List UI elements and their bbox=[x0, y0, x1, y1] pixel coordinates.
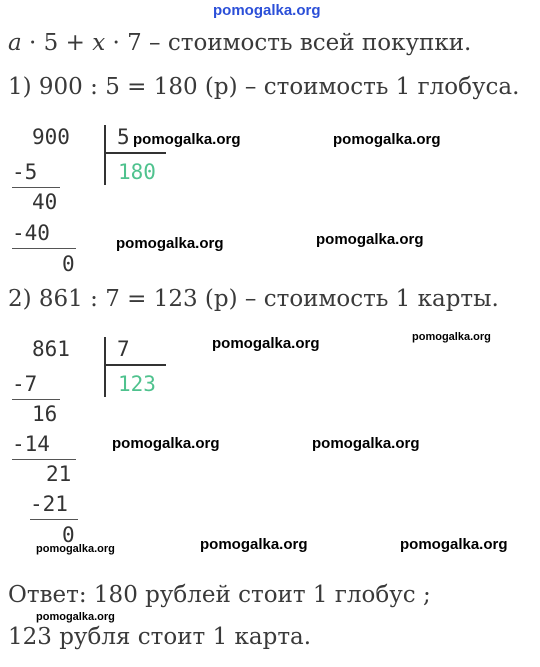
subtraction-line bbox=[12, 459, 76, 460]
subtrahend: -21 bbox=[30, 492, 68, 516]
watermark: pomogalka.org bbox=[36, 611, 115, 623]
watermark: pomogalka.org bbox=[316, 231, 424, 248]
remainder: 16 bbox=[32, 402, 58, 426]
watermark: pomogalka.org bbox=[112, 435, 220, 452]
subtraction-line bbox=[12, 187, 60, 188]
remainder: 21 bbox=[46, 462, 72, 486]
division-bar bbox=[104, 337, 106, 397]
division-bar bbox=[104, 125, 106, 185]
watermark: pomogalka.org bbox=[412, 331, 491, 343]
watermark: pomogalka.org bbox=[312, 435, 420, 452]
dividend: 900 bbox=[32, 125, 70, 149]
variable-a: a bbox=[8, 30, 22, 56]
variable-x: x bbox=[92, 30, 106, 56]
step1-line: 1) 900 : 5 = 180 (р) – стоимость 1 глобуса. bbox=[8, 74, 520, 100]
subtraction-line bbox=[30, 519, 78, 520]
watermark: pomogalka.org bbox=[116, 235, 224, 252]
quotient: 180 bbox=[118, 160, 156, 184]
remainder: 40 bbox=[32, 190, 58, 214]
answer-line-2: 123 рубля стоит 1 карта. bbox=[8, 624, 312, 650]
subtrahend: -40 bbox=[12, 221, 50, 245]
subtrahend: -7 bbox=[12, 372, 38, 396]
divisor-underline bbox=[106, 364, 166, 366]
watermark-top: pomogalka.org bbox=[213, 2, 321, 19]
answer-line-1: Ответ: 180 рублей стоит 1 глобус ; bbox=[8, 582, 431, 608]
step2-line: 2) 861 : 7 = 123 (р) – стоимость 1 карты. bbox=[8, 286, 499, 312]
subtrahend: -5 bbox=[12, 160, 38, 184]
remainder: 0 bbox=[62, 252, 75, 276]
total-cost-expression bbox=[8, 30, 471, 56]
subtraction-line bbox=[12, 248, 76, 249]
divisor: 7 bbox=[117, 337, 130, 361]
divisor: 5 bbox=[117, 125, 130, 149]
remainder: 0 bbox=[62, 523, 75, 547]
watermark: pomogalka.org bbox=[200, 536, 308, 553]
subtrahend: -14 bbox=[12, 432, 50, 456]
quotient: 123 bbox=[118, 372, 156, 396]
watermark: pomogalka.org bbox=[400, 536, 508, 553]
divisor-underline bbox=[106, 152, 166, 154]
expr-part: · 7 – стоимость всей покупки. bbox=[105, 30, 472, 56]
expr-part: · 5 + bbox=[21, 30, 93, 56]
watermark: pomogalka.org bbox=[36, 543, 115, 555]
watermark: pomogalka.org bbox=[133, 131, 241, 148]
watermark: pomogalka.org bbox=[212, 335, 320, 352]
subtraction-line bbox=[12, 399, 60, 400]
watermark: pomogalka.org bbox=[333, 131, 441, 148]
dividend: 861 bbox=[32, 337, 70, 361]
